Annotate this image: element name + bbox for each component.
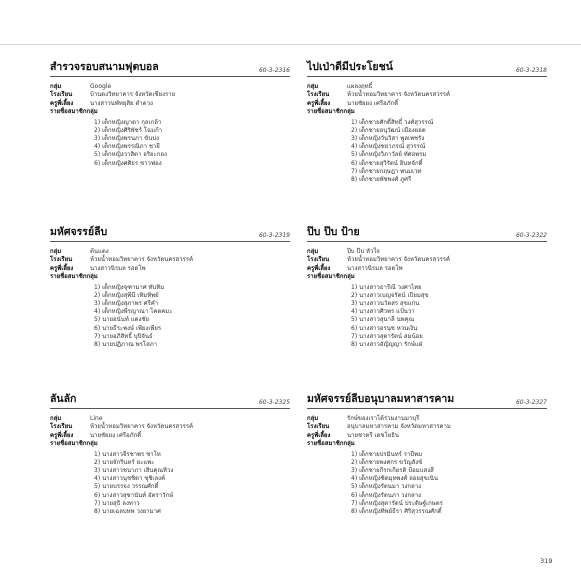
member-list	[94, 451, 290, 517]
member-list	[94, 284, 290, 350]
list-item: 8) นายปฏิภาณ พรโสภา	[94, 341, 158, 349]
card-title: สำรวจรอบสนามฟุตบอล	[50, 61, 159, 73]
list-item: 4) เด็กหญิงพีรญาณา โคตคมะ	[94, 308, 173, 316]
advisor-value: นายชัยยง เศรีอภักดิ์	[347, 99, 399, 107]
list-item: 8) เด็กหญิงทิพย์ธีรา ศิริสุวรรณศักดิ์	[351, 508, 442, 516]
card-info	[50, 415, 290, 449]
list-item: 3) เด็กชายกีรกเกียรติ ป้อมแสงสี	[351, 467, 434, 475]
members-label: รายชื่อสมาชิกกลุ่ม	[50, 108, 98, 116]
card-header	[307, 225, 547, 242]
list-item: 6) นายธีระพงษ์ เพียงเพียร	[94, 324, 162, 332]
card-code: 60-3-2319	[258, 232, 290, 239]
card-info	[307, 248, 547, 282]
list-item: 3) นางสาวนวัตสร สุขแก่น	[351, 300, 420, 308]
group-value: รักษ์ของเราได้ร่วมงานมาบุรี	[347, 415, 420, 422]
list-item: 2) เด็กชายพงศกร ขวัญสังข์	[351, 458, 423, 466]
card-info	[307, 83, 547, 117]
list-item: 1) นางสาวธารีณี วงศาไทย	[351, 283, 422, 291]
list-item: 5) เด็กหญิงวาสิตา อริยะกอง	[94, 151, 167, 159]
advisor-value: นางสาวนิรมล รอดโพ	[90, 264, 146, 272]
list-item: 7) นางสาวสุดารัตน์ สมน้อย	[351, 332, 423, 340]
list-item: 4) เด็กหญิงพรรณิภา ชายี	[94, 143, 160, 151]
list-item: 5) นายบรรจง วรรณศักดิ์	[94, 483, 159, 491]
school-value: ห้วยน้ำหอมวิทยาคาร จังหวัดนครสวรรค์	[90, 423, 194, 431]
card-header	[307, 392, 547, 409]
members-label: รายชื่อสมาชิกกลุ่ม	[50, 273, 98, 281]
school-label: โรงเรียน	[307, 91, 330, 99]
list-item: 1) เด็กหญิงญาดา กุลเกล้า	[94, 118, 162, 126]
card-code: 60-3-2318	[515, 67, 547, 74]
list-item: 6) นางสาวอรนุช หวนเงิน	[351, 324, 418, 332]
list-item: 7) เด็กชายกฤษฎา พนมเวท	[351, 167, 422, 175]
list-item: 7) นายสุธิ ลงทาว	[94, 499, 140, 507]
group-value: แผลงฤทธิ์	[347, 83, 373, 90]
page-top-rule	[0, 44, 581, 45]
members-label: รายชื่อสมาชิกกลุ่ม	[307, 108, 355, 116]
group-value: ต้นแตง	[90, 248, 109, 255]
list-item: 6) นางสาวสุชานันท์ อัตราวักษ์	[94, 491, 174, 499]
member-list	[94, 119, 290, 168]
list-item: 2) เด็กหญิงศิริพัชร์ โฉมก้า	[94, 126, 163, 134]
list-item: 2) เด็กหญิงสุพีนี เทิมทิพย์	[94, 291, 159, 299]
page-number: 319	[540, 557, 553, 565]
list-item: 8) นางสาวอัญิญญา รักษ์แฝ่	[351, 341, 423, 349]
project-card-5	[50, 392, 290, 516]
project-card-6	[307, 392, 547, 516]
list-item: 6) เด็กหญิงศศิธร ชาวฟอง	[94, 159, 162, 167]
school-label: โรงเรียน	[307, 256, 330, 264]
list-item: 1) นางสาวจีรชาพร ชาโท	[94, 450, 161, 458]
group-label: กลุ่ม	[307, 83, 319, 90]
card-title: ไปเป่าดีมีประโยชน์	[307, 61, 393, 73]
list-item: 5) เด็กหญิงวิภาวัลย์ ทัศอพรม	[351, 151, 427, 159]
school-label: โรงเรียน	[50, 423, 73, 431]
advisor-label: ครูพี่เลี้ยง	[50, 431, 74, 439]
list-item: 8) เด็กชายพัชพงศ์ ภูศรี	[351, 176, 412, 184]
card-info	[50, 83, 290, 117]
card-code: 60-3-2316	[258, 67, 290, 74]
school-value: บ้านดงวิทยาคาร จังหวัดเชียงราย	[90, 91, 176, 99]
members-label: รายชื่อสมาชิกกลุ่ม	[307, 273, 355, 281]
advisor-value: นางสาวนิรมล รอดโพ	[347, 264, 403, 272]
list-item: 7) นายอภิสิทธิ์ บุปิจันธ์	[94, 332, 153, 340]
card-header	[50, 392, 290, 409]
list-item: 1) เด็กหญิงจุฑามาศ ทับทิม	[94, 283, 165, 291]
advisor-value: นายชัยยง เศรีอภักดิ์	[90, 431, 142, 439]
group-label: กลุ่ม	[307, 415, 319, 422]
project-card-2	[307, 60, 547, 184]
card-info	[50, 248, 290, 282]
project-card-3	[50, 225, 290, 349]
member-list	[351, 284, 547, 350]
list-item: 4) นางสาวศิวพร แป้นวา	[351, 308, 415, 316]
advisor-value: นายชาตรี เดชโยธิน	[347, 431, 399, 439]
list-item: 8) นายเฉลบหพ วงยามาศ	[94, 508, 161, 516]
advisor-label: ครูพี่เลี้ยง	[50, 264, 74, 272]
members-label: รายชื่อสมาชิกกลุ่ม	[50, 440, 98, 448]
school-value: ห้วยน้ำหอมวิทยาคาร จังหวัดนครสวรรค์	[347, 256, 451, 264]
list-item: 5) นางสาวสุนาลี นพคุณ	[351, 316, 415, 324]
list-item: 3) เด็กหญิงวันวิสา พูลเพชรัง	[351, 135, 425, 143]
list-item: 6) เด็กหญิงรัตนภา วงกลาง	[351, 491, 422, 499]
school-value: อนุบาลมหาสารคาม จังหวัดมหาสารคาม	[347, 423, 451, 431]
group-value: Line	[90, 415, 103, 422]
list-item: 4) เด็กหญิงชยาภรณ์ สุวรรณ์	[351, 143, 426, 151]
members-label: รายชื่อสมาชิกกลุ่ม	[307, 440, 355, 448]
card-title: ลันลัก	[50, 393, 77, 405]
card-title: ป๊บ ป๊บ ป้าย	[307, 226, 360, 238]
group-value: ป๊บ ป๊บ หัวใจ	[347, 248, 380, 255]
advisor-label: ครูพี่เลี้ยง	[307, 99, 331, 107]
card-title: มหัศจรรย์ลีบ	[50, 226, 108, 238]
member-list	[351, 451, 547, 517]
group-value: Google	[90, 83, 112, 90]
list-item: 6) เด็กชายสุวิรัตน์ อินทจักดิ์	[351, 159, 423, 167]
list-item: 4) นางสาวนุชชิดา ชุชิเลงค์	[94, 475, 166, 483]
list-item: 1) เด็กชายปรมินทร์ ราปีพม	[351, 450, 423, 458]
list-item: 3) นางสาวชนาภา เสินคุณหิวง	[94, 467, 174, 475]
advisor-value: นางสาวนพัทยุสิย ตำตวง	[90, 99, 153, 107]
card-header	[50, 60, 290, 77]
card-title: มหัศจรรย์ลีบอนุบาลมหาสารคาม	[307, 393, 455, 405]
list-item: 2) นางสาวเบญจรัตน์ เปียมสุข	[351, 291, 429, 299]
advisor-label: ครูพี่เลี้ยง	[307, 264, 331, 272]
project-card-4	[307, 225, 547, 349]
group-label: กลุ่ม	[50, 248, 62, 255]
card-header	[50, 225, 290, 242]
list-item: 7) เด็กหญิงสุดารัตน์ ประดิษฐ์เกษตร	[351, 499, 443, 507]
group-label: กลุ่ม	[307, 248, 319, 255]
school-label: โรงเรียน	[50, 91, 73, 99]
list-item: 5) นายอนันท์ แดงชัย	[94, 316, 150, 324]
school-label: โรงเรียน	[307, 423, 330, 431]
member-list	[351, 119, 547, 185]
card-header	[307, 60, 547, 77]
advisor-label: ครูพี่เลี้ยง	[50, 99, 74, 107]
card-code: 60-3-2322	[515, 232, 547, 239]
project-card-1	[50, 60, 290, 168]
list-item: 3) เด็กหญิงพรนภา ขันปง	[94, 135, 160, 143]
group-label: กลุ่ม	[50, 83, 62, 90]
list-item: 2) นายจักรินทร์ ยะแพะ	[94, 458, 155, 466]
school-value: ห้วยน้ำหอมวิทยาคาร จังหวัดนครสวรรค์	[90, 256, 194, 264]
advisor-label: ครูพี่เลี้ยง	[307, 431, 331, 439]
list-item: 5) เด็กหญิงรัตนมา วงกลาง	[351, 483, 422, 491]
list-item: 4) เด็กหญิงชิดมุทพงศ์ ลอยสุขเนิน	[351, 475, 438, 483]
school-value: ห้วยน้ำหอมวิทยาคาร จังหวัดนครสวรรค์	[347, 91, 451, 99]
school-label: โรงเรียน	[50, 256, 73, 264]
card-code: 60-3-2325	[258, 399, 290, 406]
card-info	[307, 415, 547, 449]
group-label: กลุ่ม	[50, 415, 62, 422]
list-item: 1) เด็กชายศักดิ์สิทธิ์ วงศ์สุวรรณ์	[351, 118, 434, 126]
card-code: 60-3-2327	[515, 399, 547, 406]
list-item: 2) เด็กชายอนุวัฒน์ เมืองยอด	[351, 126, 426, 134]
list-item: 3) เด็กหญิงสุภาพร ศรีคำ	[94, 300, 159, 308]
